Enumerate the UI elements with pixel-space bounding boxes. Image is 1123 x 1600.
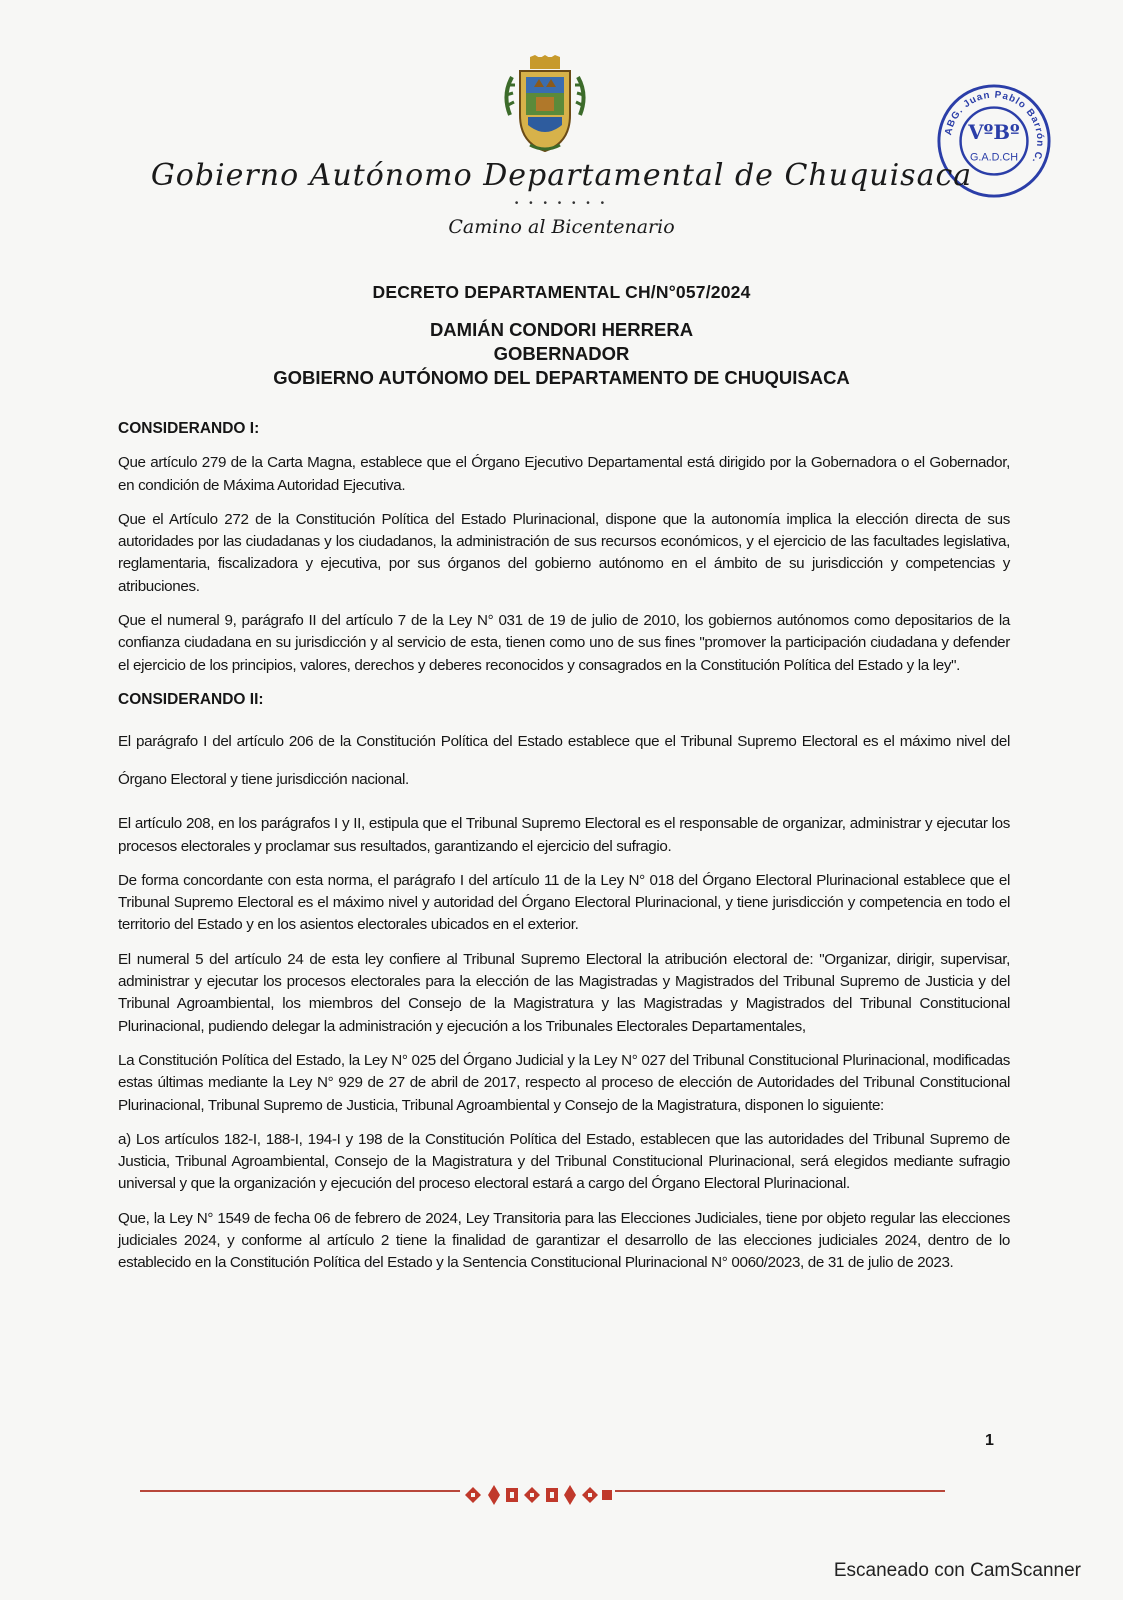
paragraph: La Constitución Política del Estado, la Ley N° 025 del Órgano Judicial y la Ley N° 027 del Tribunal Constitucional Plurinacional, modificadas estas últimas mediante la Ley N° 929 de 27 de abril de 2017, respecto al proceso de elección de Autoridades del Tribunal Constitucional Plurinacional, Tribunal Supremo de Justicia, Tribunal Agroambiental y Consejo de la Magistratura, disponen lo siguiente: bbox=[118, 1051, 1010, 1114]
paragraph: Que el numeral 9, parágrafo II del artículo 7 de la Ley N° 031 de 19 de julio de 2010, los gobiernos autónomos como depositarios de la confianza ciudadana en su jurisdicción y al servicio de esta, tienen como uno de sus fines "promover la participación ciudadana y defender el ejercicio de los principios, valores, derechos y deberes reconocidos y consagrados en la Constitución Política del Estado y la ley". bbox=[118, 612, 1010, 674]
footer-ornament-icon bbox=[460, 1482, 615, 1508]
stamp-center-top: VºBº bbox=[968, 121, 1020, 145]
footer-rule-left bbox=[140, 1490, 460, 1492]
paragraph: a) Los artículos 182-I, 188-I, 194-I y 198 de la Constitución Política del Estado, establecen que las autoridades del Tribunal Supremo de Justicia, Tribunal Agroambiental, Consejo de la Magistratura y del Tribunal Constitucional Plurinacional, será elegidos mediante sufragio universal y que la organización y ejecución del proceso electoral estará a cargo del Órgano Electoral Plurinacional. bbox=[118, 1130, 1010, 1193]
authority-name: DAMIÁN CONDORI HERRERA bbox=[429, 319, 694, 340]
stamp-ring-text: ABG. Juan Pablo Barrón C. bbox=[943, 89, 1046, 166]
paragraph: Que el Artículo 272 de la Constitución Política del Estado Plurinacional, dispone que la autonomía implica la elección directa de sus autoridades por las ciudadanas y los ciudadanos, la administración de sus recursos económicos, y el ejercicio de las facultades legislativa, reglamentaria, fiscalizadora y ejecutiva, por sus órganos del gobierno autónomo en el ámbito de su jurisdicción y competencias y atribuciones. bbox=[118, 510, 1010, 595]
paragraph: El parágrafo I del artículo 206 de la Constitución Política del Estado establece que el Tribunal Supremo Electoral es el máximo nivel del Órgano Electoral y tiene jurisdicción nacional. bbox=[118, 733, 1010, 789]
decree-title: DECRETO DEPARTAMENTAL CH/N°057/2024 bbox=[372, 282, 751, 302]
paragraph: El numeral 5 del artículo 24 de esta ley confiere al Tribunal Supremo Electoral la atribución electoral de: "Organizar, dirigir, supervisar, administrar y ejecutar los procesos electorales para la elección de las Magistradas y Magistrados del Tribunal Supremo de Justicia y del Tribunal Agroambiental, los miembros del Consejo de la Magistratura y las Magistradas y Magistrados del Tribunal Constitucional Plurinacional, pudiendo delegar la administración y ejecución a los Tribunales Electorales Departamentales, bbox=[118, 950, 1010, 1035]
page-number: 1 bbox=[985, 1432, 994, 1449]
paragraph: El artículo 208, en los parágrafos I y II, estipula que el Tribunal Supremo Electoral es el responsable de organizar, administrar y ejecutar los procesos electorales y proclamar sus resultados, garantizando el ejercicio del sufragio. bbox=[118, 815, 1010, 855]
camscanner-watermark: Escaneado con CamScanner bbox=[833, 1560, 1081, 1581]
paragraph: De forma concordante con esta norma, el parágrafo I del artículo 11 de la Ley N° 018 del Órgano Electoral Plurinacional establece que el Tribunal Supremo Electoral es el máximo nivel y autoridad del Órgano Electoral Plurinacional, y tiene jurisdicción y competencia en todo el territorio del Estado y en los asientos electorales ubicados en el exterior. bbox=[118, 871, 1010, 934]
authority-block bbox=[0, 318, 1123, 390]
paragraph: Que artículo 279 de la Carta Magna, establece que el Órgano Ejecutivo Departamental está dirigido por la Gobernadora o el Gobernador, en condición de Máxima Autoridad Ejecutiva. bbox=[118, 454, 1010, 494]
considerando-1-heading: CONSIDERANDO I: bbox=[118, 420, 260, 437]
considerando-2-heading: CONSIDERANDO II: bbox=[118, 690, 264, 708]
paragraph: Que, la Ley N° 1549 de fecha 06 de febrero de 2024, Ley Transitoria para las Elecciones Judiciales, tiene por objeto regular las elecciones judiciales 2024, y conforme al artículo 2 tiene la finalidad de garantizar el desarrollo de las elecciones judiciales 2024, dentro de lo establecido en la Constitución Política del Estado y la Sentencia Constitucional Plurinacional N° 0060/2023, de 31 de julio de 2023. bbox=[118, 1209, 1010, 1272]
footer-rule-right bbox=[615, 1490, 945, 1492]
letterhead-dots: • • • • • • • bbox=[514, 198, 609, 209]
letterhead-subtitle: Camino al Bicentenario bbox=[448, 216, 675, 238]
letterhead-title: Gobierno Autónomo Departamental de Chuquisaca bbox=[150, 158, 973, 193]
authority-role: GOBERNADOR bbox=[493, 343, 630, 364]
authority-entity: GOBIERNO AUTÓNOMO DEL DEPARTAMENTO DE CHUQUISACA bbox=[273, 367, 850, 388]
stamp-center-bottom: G.A.D.CH bbox=[970, 151, 1018, 164]
document-body bbox=[118, 418, 1010, 1287]
coat-of-arms-icon bbox=[500, 55, 590, 155]
